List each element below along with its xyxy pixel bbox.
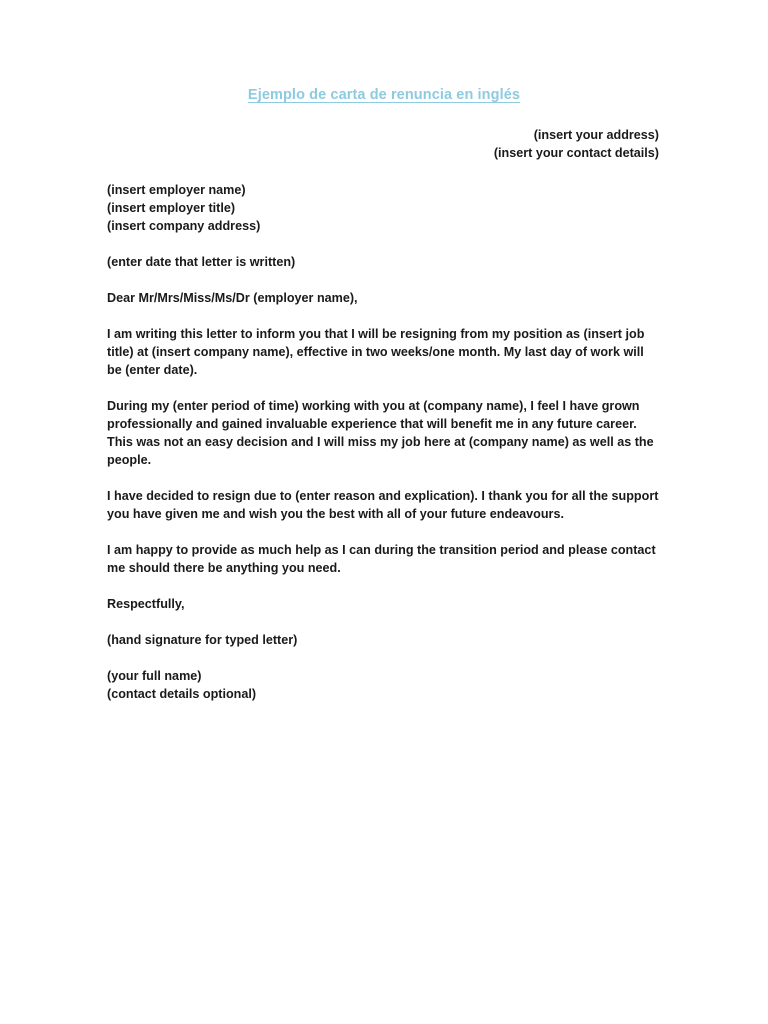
- signer-name-line: (your full name): [107, 669, 202, 683]
- paragraph-appreciation: During my (enter period of time) working with you at (company name), I feel I have grown professionally and gained invaluable experience that will benefit me in any future career. This was not an easy decision and I will miss my job here at (company name) as well as the people.: [107, 399, 654, 467]
- date-line: (enter date that letter is written): [107, 255, 296, 269]
- signature-placeholder-line: (hand signature for typed letter): [107, 633, 298, 647]
- paragraph-reason: I have decided to resign due to (enter reason and explication). I thank you for all the support you have given me and wish you the best with all of your future endeavours.: [107, 489, 659, 521]
- date-block: [107, 253, 659, 271]
- sender-contact-line: (insert your contact details): [493, 146, 659, 160]
- page-title-text: Ejemplo de carta de renuncia en inglés: [247, 87, 521, 103]
- paragraph-resignation-notice: I am writing this letter to inform you that I will be resigning from my position as (insert job title) at (insert company name), effective in two weeks/one month. My last day of work will be (enter date).: [107, 327, 645, 377]
- recipient-company-address-line: (insert company address): [107, 219, 261, 233]
- valediction-line: Respectfully,: [107, 597, 185, 611]
- recipient-name-line: (insert employer name): [107, 183, 246, 197]
- sender-address-block: [107, 126, 659, 162]
- salutation-line: Dear Mr/Mrs/Miss/Ms/Dr (employer name),: [107, 291, 358, 305]
- page-title: [0, 86, 768, 104]
- recipient-address-block: [107, 181, 659, 235]
- signer-contact-line: (contact details optional): [107, 687, 257, 701]
- letter-body: [107, 126, 659, 703]
- signature-block: [107, 631, 659, 649]
- valediction-block: [107, 595, 659, 613]
- signer-details-block: [107, 667, 659, 703]
- paragraph-transition-help: I am happy to provide as much help as I can during the transition period and please contact me should there be anything you need.: [107, 543, 656, 575]
- salutation-block: [107, 289, 659, 307]
- recipient-title-line: (insert employer title): [107, 201, 236, 215]
- sender-address-line: (insert your address): [533, 128, 659, 142]
